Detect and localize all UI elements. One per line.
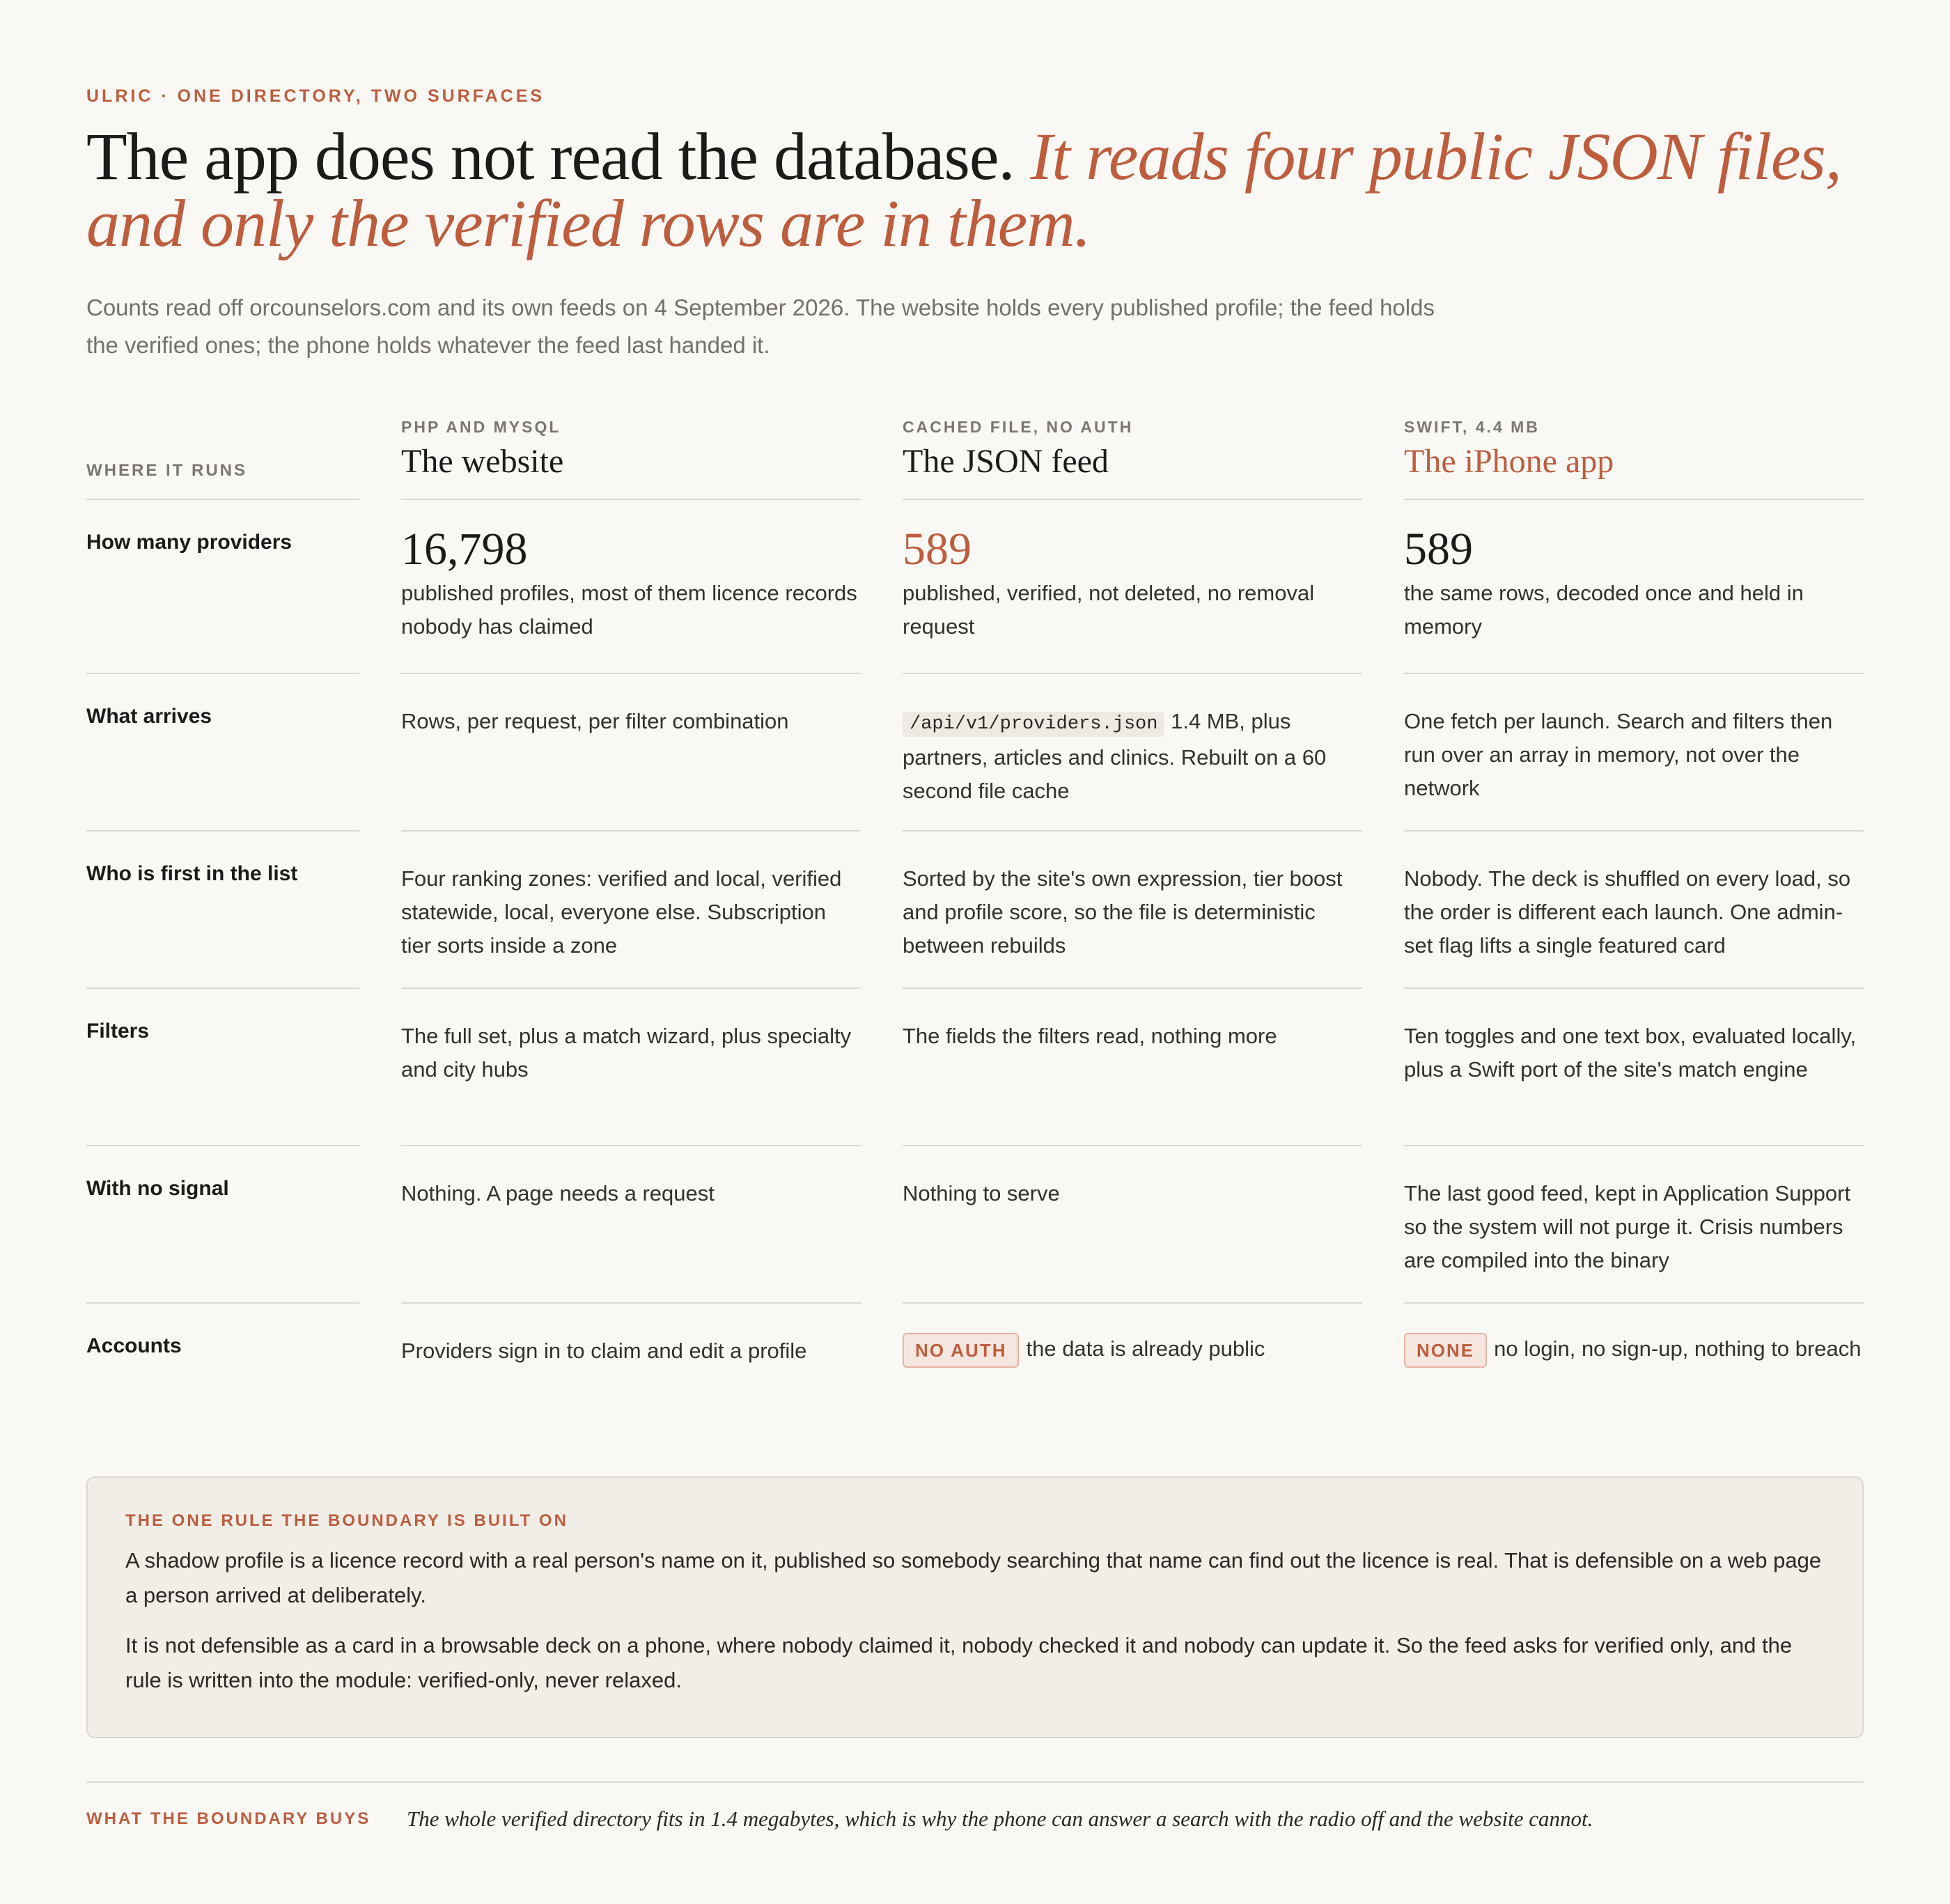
column-head-website (401, 418, 861, 481)
auth-badge: NO AUTH (903, 1333, 1019, 1368)
table-row-ranking (86, 830, 1864, 988)
row-label: How many providers (86, 531, 292, 554)
footer-kicker: WHAT THE BOUNDARY BUYS (86, 1809, 371, 1828)
cell-website: The full set, plus a match wizard, plus specialty and city hubs (401, 1024, 852, 1082)
row-label: What arrives (86, 705, 212, 728)
cell-website: Rows, per request, per filter combination (401, 709, 789, 733)
rule-callout (86, 1476, 1864, 1738)
provider-count: 589 (903, 524, 972, 575)
cell-feed: Sorted by the site's own expression, tier boost and profile score, so the file is deterministic between rebuilds (903, 866, 1343, 958)
table-row-no-signal (86, 1145, 1864, 1302)
cell-website: Nothing. A page needs a request (401, 1181, 715, 1205)
table-row-providers (86, 499, 1864, 673)
table-header (86, 418, 1864, 499)
column-title: The JSON feed (903, 443, 1109, 480)
provider-count: 589 (1404, 524, 1473, 575)
cell-website (401, 524, 861, 643)
cell-feed: Nothing to serve (903, 1181, 1060, 1205)
cell-website: Providers sign in to claim and edit a profile (401, 1339, 807, 1363)
cell-text: published, verified, not deleted, no removal request (903, 581, 1315, 639)
cell-app (1404, 1330, 1864, 1368)
provider-count: 16,798 (401, 524, 528, 575)
column-head-app (1404, 418, 1864, 481)
callout-paragraph-2: It is not defensible as a card in a browsable deck on a phone, where nobody claimed it, nobody checked it and nobody can update it. So the feed asks for verified only, and the rule is written into the module: verified-only, never relaxed. (125, 1633, 1793, 1692)
cell-website: Four ranking zones: verified and local, verified statewide, local, everyone else. Subscription tier sorts inside a zone (401, 866, 842, 958)
eyebrow-kicker: ULRIC · ONE DIRECTORY, TWO SURFACES (86, 86, 545, 106)
row-label: Who is first in the list (86, 862, 298, 885)
table-row-filters (86, 988, 1864, 1145)
feed-path-code: /api/v1/providers.json (903, 712, 1164, 737)
cell-text: no login, no sign-up, nothing to breach (1494, 1336, 1862, 1361)
column-subtitle: PHP AND MYSQL (401, 418, 561, 436)
cell-app (1404, 524, 1864, 643)
cell-text: published profiles, most of them licence records nobody has claimed (401, 581, 857, 639)
callout-kicker: THE ONE RULE THE BOUNDARY IS BUILT ON (125, 1511, 568, 1530)
cell-text: 1.4 MB, plus partners, articles and clinics. Rebuilt on a 60 second file cache (903, 709, 1327, 803)
headline-plain: The app does not read the database. (86, 119, 1015, 194)
cell-feed: The fields the filters read, nothing more (903, 1024, 1277, 1048)
cell-app: Ten toggles and one text box, evaluated locally, plus a Swift port of the site's match engine (1404, 1024, 1857, 1082)
column-title: The website (401, 443, 564, 480)
cell-feed (903, 524, 1362, 643)
row-label: With no signal (86, 1177, 229, 1200)
cell-text: the same rows, decoded once and held in memory (1404, 581, 1804, 639)
row-header-label: WHERE IT RUNS (86, 461, 247, 480)
headline-accent: It reads four public JSON files, and only the verified rows are in them. (86, 119, 1841, 260)
column-head-feed (903, 418, 1362, 481)
cell-feed (903, 1330, 1362, 1368)
table-row-accounts (86, 1302, 1864, 1414)
auth-badge: NONE (1404, 1333, 1487, 1368)
column-subtitle: CACHED FILE, NO AUTH (903, 418, 1134, 436)
row-label: Filters (86, 1020, 150, 1043)
cell-app: Nobody. The deck is shuffled on every load, so the order is different each launch. One admin-set flag lifts a single featured card (1404, 866, 1851, 958)
lede: Counts read off orcounselors.com and its own feeds on 4 September 2026. The website holds every published profile; the feed holds the verified ones; the phone holds whatever the feed last handed it. (86, 295, 1435, 358)
callout-paragraph-1: A shadow profile is a licence record with a real person's name on it, published so somebody searching that name can find out the licence is real. That is defensible on a web page a person arrived at deliberately. (125, 1548, 1822, 1607)
headline (86, 119, 1864, 260)
table-row-what-arrives (86, 673, 1864, 830)
footer-divider (86, 1781, 1864, 1783)
cell-app: The last good feed, kept in Application Support so the system will not purge it. Crisis numbers are compiled into the binary (1404, 1181, 1851, 1272)
comparison-table (86, 418, 1864, 1414)
cell-feed (903, 705, 1362, 808)
footer-text: The whole verified directory fits in 1.4 megabytes, which is why the phone can answer a search with the radio off and the website cannot. (407, 1807, 1593, 1831)
cell-text: the data is already public (1026, 1336, 1265, 1361)
column-subtitle: SWIFT, 4.4 MB (1404, 418, 1540, 436)
row-label: Accounts (86, 1334, 182, 1357)
column-title: The iPhone app (1404, 443, 1614, 480)
cell-app: One fetch per launch. Search and filters then run over an array in memory, not over the network (1404, 709, 1833, 800)
